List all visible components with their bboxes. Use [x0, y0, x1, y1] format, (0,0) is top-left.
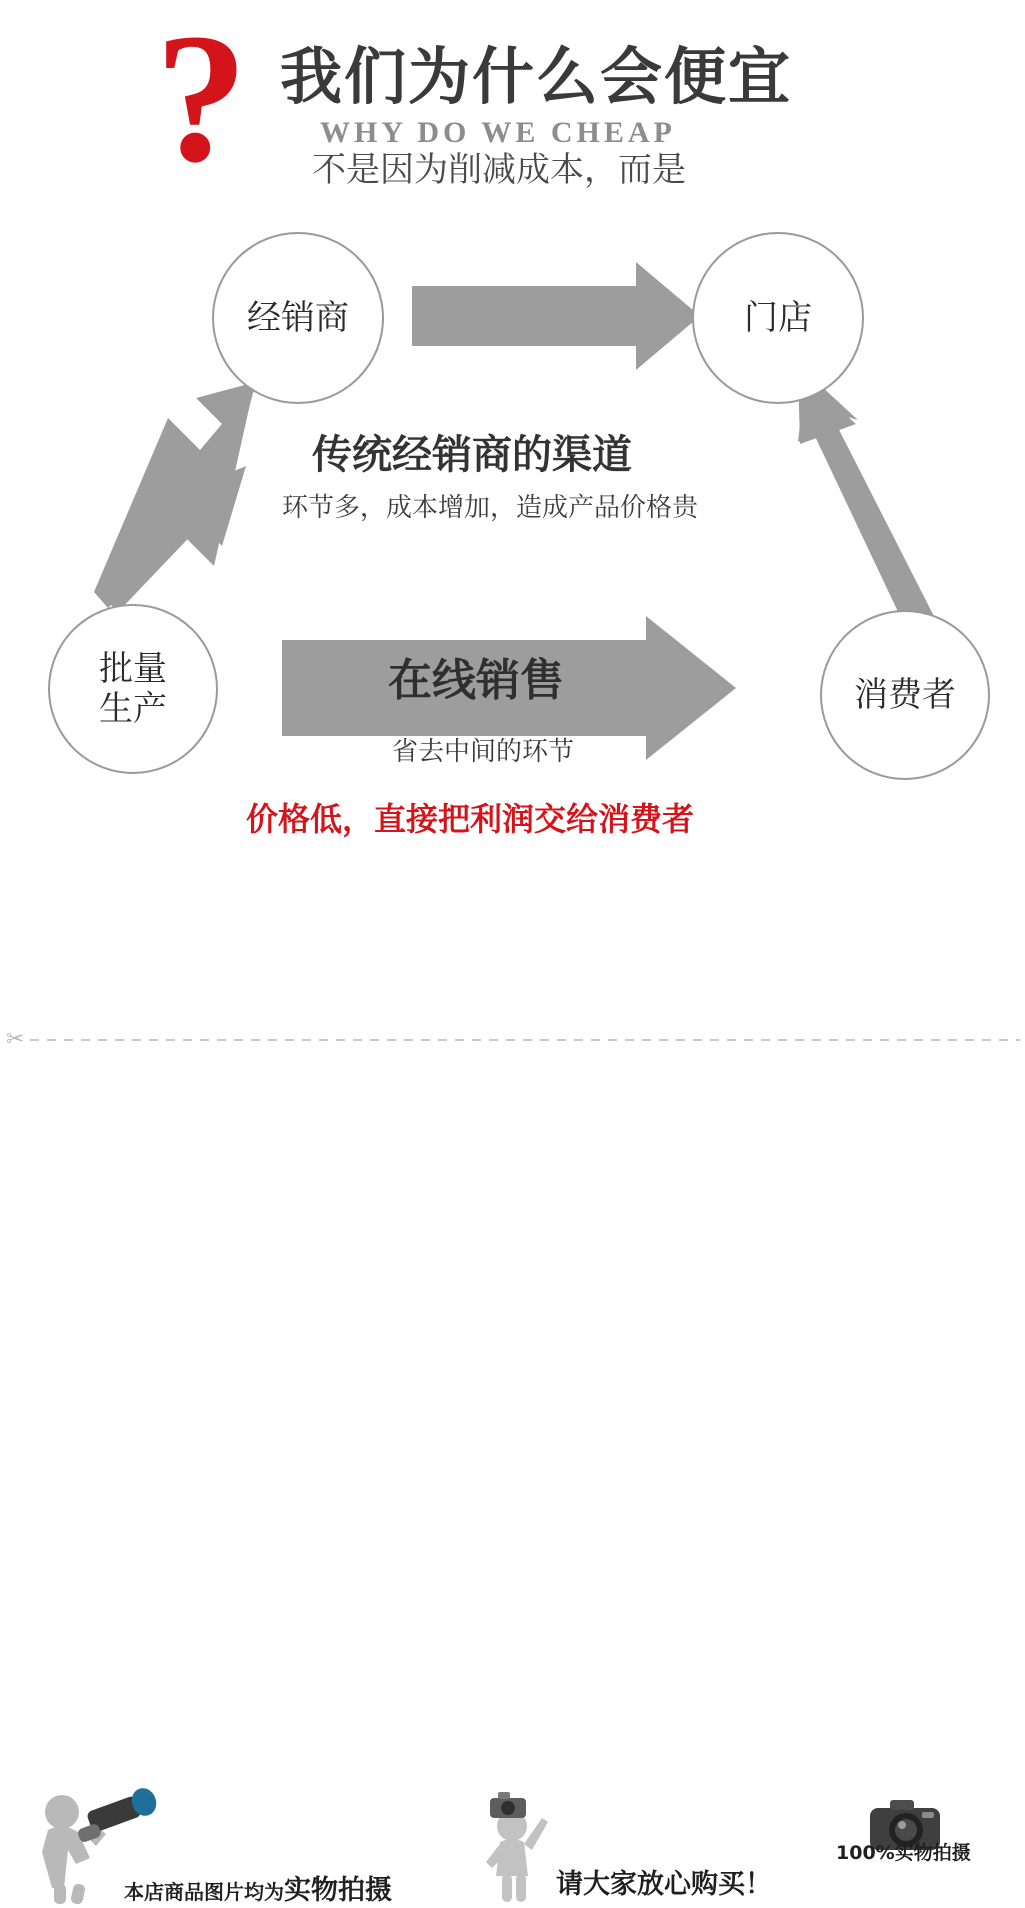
price-advantage-note: 价格低，直接把利润交给消费者 — [246, 800, 695, 838]
page-subtitle: 不是因为削减成本，而是 — [312, 150, 686, 190]
page-title-english: WHY DO WE CHEAP — [320, 116, 676, 149]
node-store-label: 门店 — [744, 298, 812, 338]
footer-note-prefix: 本店商品图片均为 — [124, 1880, 284, 1904]
node-consumer-label: 消费者 — [854, 675, 956, 715]
node-dealer — [212, 232, 384, 404]
node-production — [48, 604, 218, 774]
node-production-label-line1: 批量 — [99, 649, 167, 689]
node-store — [692, 232, 864, 404]
online-sales-title: 在线销售 — [388, 655, 564, 706]
question-mark-icon: ? — [155, 0, 248, 201]
node-consumer — [820, 610, 990, 780]
arrow-consumer-to-store — [798, 372, 944, 640]
footer-note-real-photo — [124, 1868, 392, 1907]
node-dealer-label: 经销商 — [247, 298, 349, 338]
footer-band — [0, 890, 1025, 1906]
online-sales-subtitle: 省去中间的环节 — [392, 737, 575, 767]
traditional-channel-title: 传统经销商的渠道 — [312, 432, 632, 478]
arrow-dealer-to-store — [412, 262, 700, 370]
traditional-channel-subtitle: 环节多，成本增加，造成产品价格贵 — [282, 493, 699, 523]
scissors-icon: ✂ — [6, 1026, 25, 1051]
footer-note-buy-confidently: 请大家放心购买！ — [556, 1869, 772, 1900]
footer-note-strong: 实物拍摄 — [284, 1875, 392, 1906]
page-title: 我们为什么会便宜 — [280, 40, 793, 113]
node-production-label-line2: 生产 — [99, 689, 167, 729]
footer-note-100-percent: 100%实物拍摄 — [836, 1842, 971, 1864]
